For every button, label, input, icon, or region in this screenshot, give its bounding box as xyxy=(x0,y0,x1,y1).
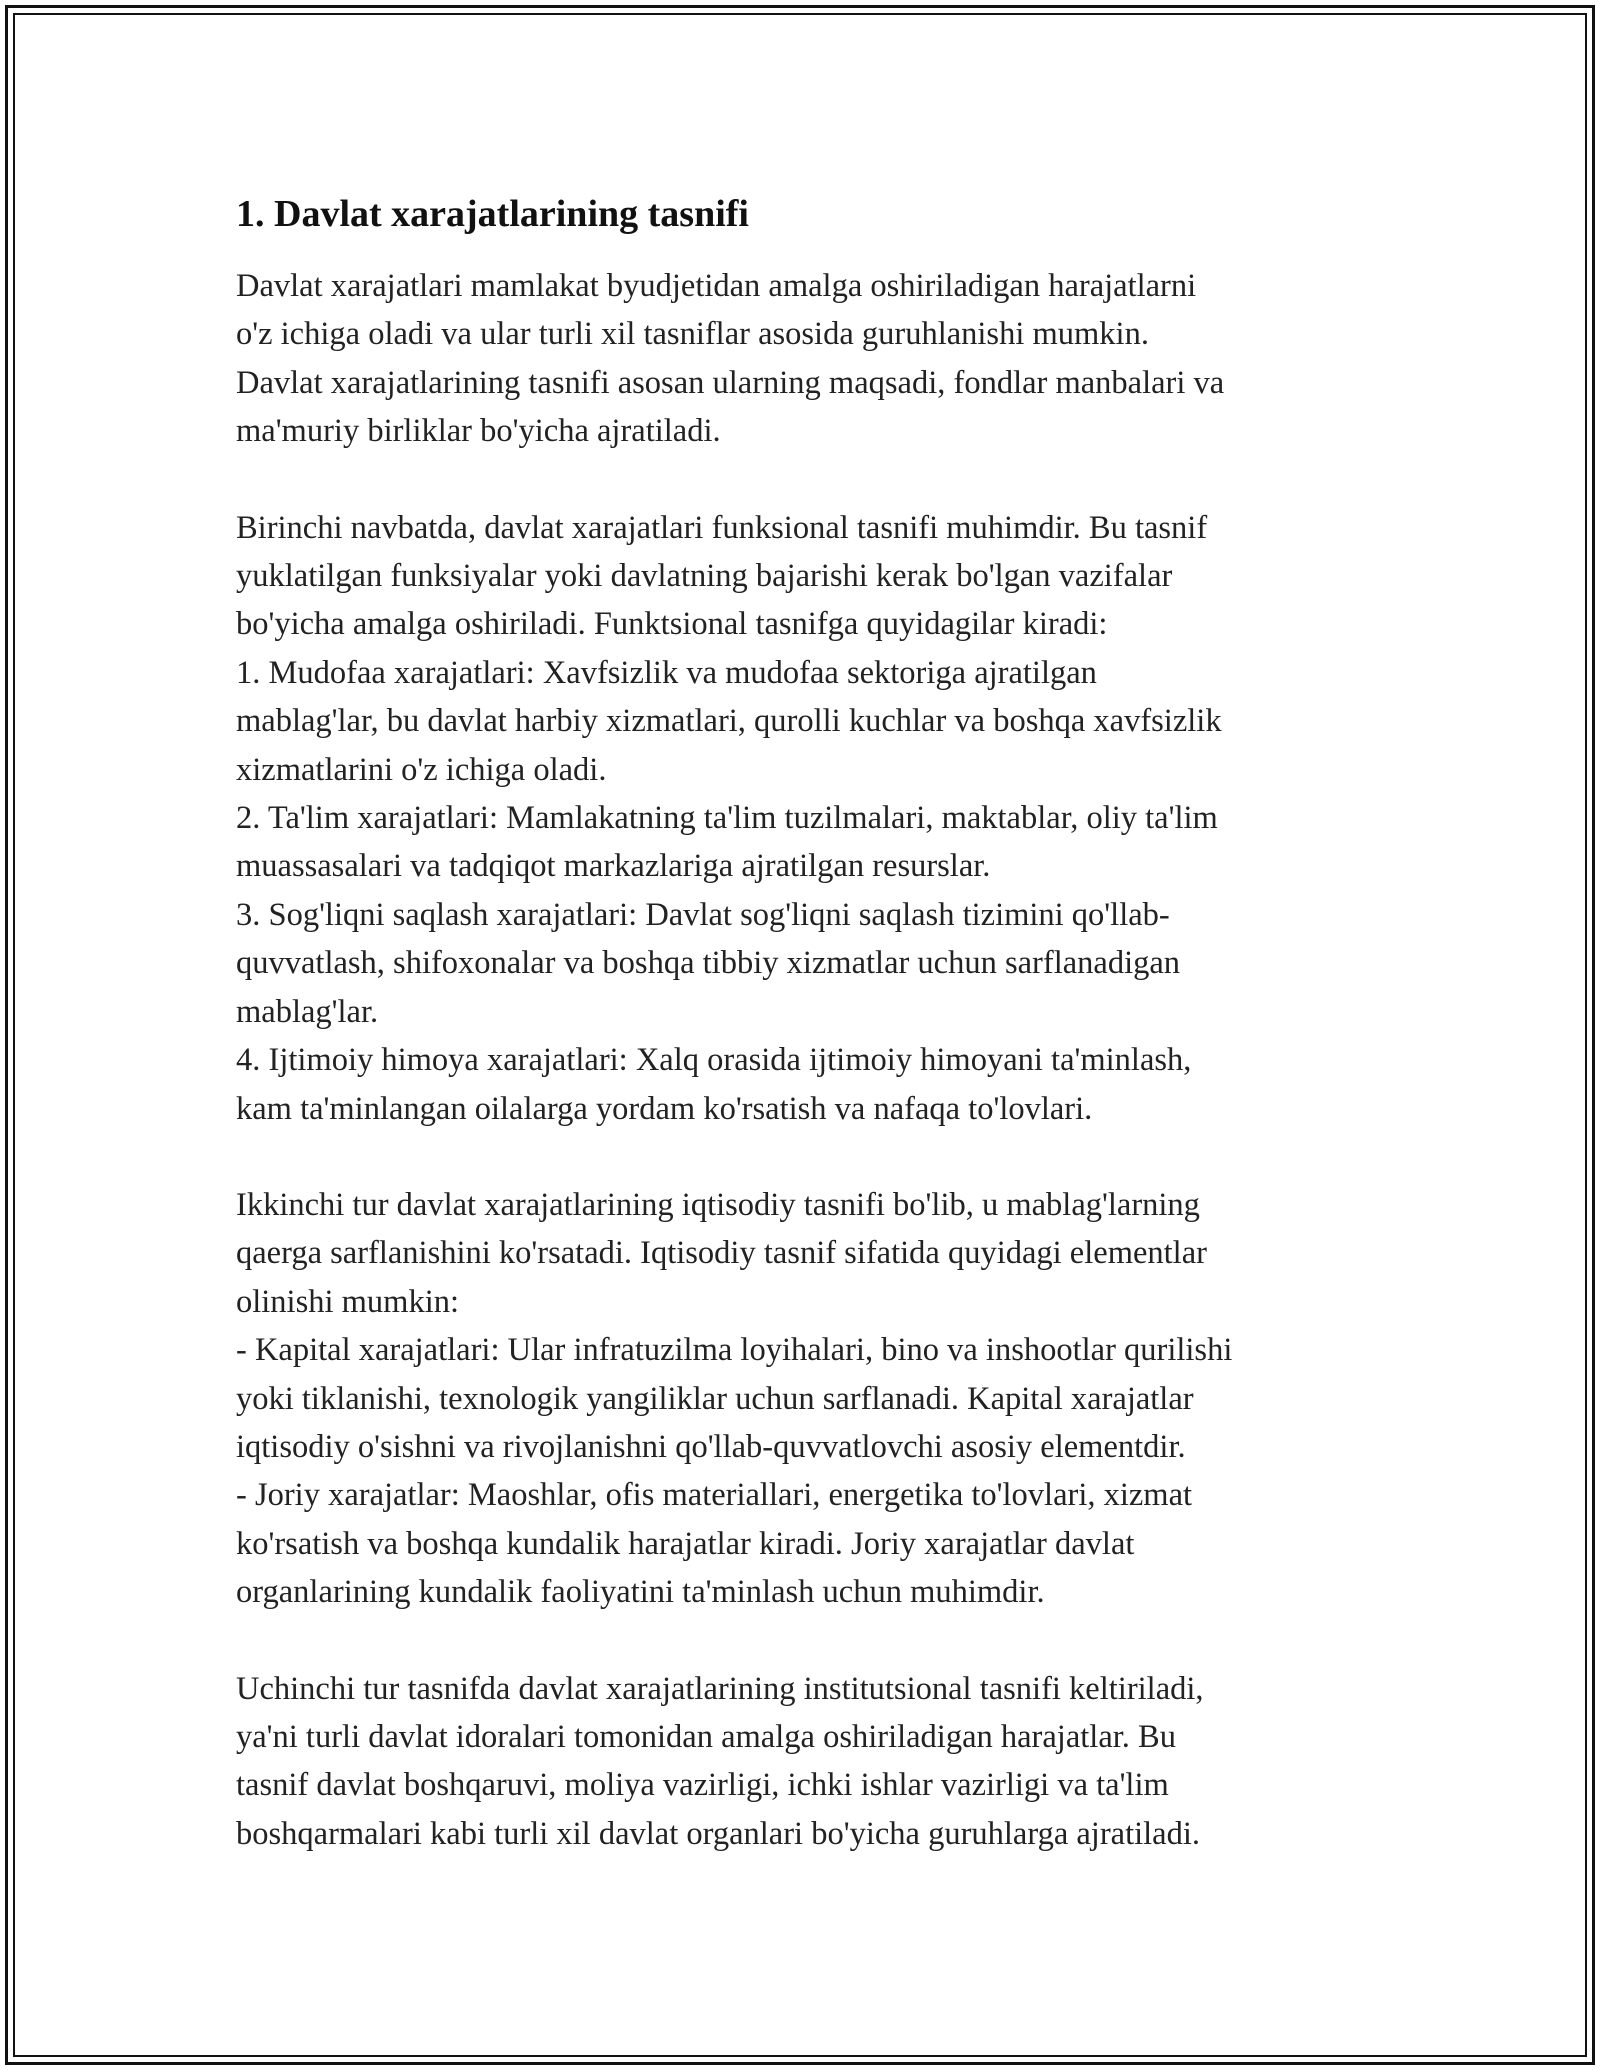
text-line: iqtisodiy o'sishni va rivojlanishni qo'llab-quvvatlovchi asosiy elementdir. xyxy=(236,1428,1186,1465)
text-line: kam ta'minlangan oilalarga yordam ko'rsatish va nafaqa to'lovlari. xyxy=(236,1090,1093,1127)
text-line: quvvatlash, shifoxonalar va boshqa tibbiy xizmatlar uchun sarflanadigan xyxy=(236,945,1181,982)
text-line: 1. Mudofaa xarajatlari: Xavfsizlik va mudofaa sektoriga ajratilgan xyxy=(236,654,1097,691)
text-line: muassasalari va tadqiqot markazlariga ajratilgan resurslar. xyxy=(236,848,991,885)
text-line: ma'muriy birliklar bo'yicha ajratiladi. xyxy=(236,413,721,450)
text-line: Davlat xarajatlari mamlakat byudjetidan amalga oshiriladigan harajatlarni xyxy=(236,268,1197,304)
section-heading: 1. Davlat xarajatlarining tasnifi xyxy=(236,193,749,235)
text-line: o'z ichiga oladi va ular turli xil tasniflar asosida guruhlanishi mumkin. xyxy=(236,316,1149,353)
text-line: 2. Ta'lim xarajatlari: Mamlakatning ta'lim tuzilmalari, maktablar, oliy ta'lim xyxy=(236,800,1218,837)
text-line: mablag'lar. xyxy=(236,993,379,1030)
text-line: tasnif davlat boshqaruvi, moliya vazirligi, ichki ishlar vazirligi va ta'lim xyxy=(236,1767,1169,1804)
text-line: 3. Sog'liqni saqlash xarajatlari: Davlat sog'liqni saqlash tizimini qo'llab- xyxy=(236,896,1170,933)
text-line: boshqarmalari kabi turli xil davlat organlari bo'yicha guruhlarga ajratiladi. xyxy=(236,1815,1201,1852)
text-line: Birinchi navbatda, davlat xarajatlari funksional tasnifi muhimdir. Bu tasnif xyxy=(236,509,1208,546)
text-line: yuklatilgan funksiyalar yoki davlatning bajarishi kerak bo'lgan vazifalar xyxy=(236,558,1173,595)
text-line: olinishi mumkin: xyxy=(236,1283,460,1320)
text-line: bo'yicha amalga oshiriladi. Funktsional tasnifga quyidagilar kiradi: xyxy=(236,606,1108,643)
text-line: mablag'lar, bu davlat harbiy xizmatlari, qurolli kuchlar va boshqa xavfsizlik xyxy=(236,703,1222,740)
text-line: organlarining kundalik faoliyatini ta'minlash uchun muhimdir. xyxy=(236,1574,1045,1611)
paragraph-3 xyxy=(236,1181,1376,1617)
text-line: Uchinchi tur tasnifda davlat xarajatlarining institutsional tasnifi keltiriladi, xyxy=(236,1670,1204,1707)
paragraph-4 xyxy=(236,1665,1376,1859)
paragraph-list xyxy=(236,262,1376,1858)
text-line: qaerga sarflanishini ko'rsatadi. Iqtisodiy tasnif sifatida quyidagi elementlar xyxy=(236,1235,1207,1272)
text-line: - Kapital xarajatlari: Ular infratuzilma loyihalari, bino va inshootlar qurilishi xyxy=(236,1332,1233,1369)
text-line: Ikkinchi tur davlat xarajatlarining iqtisodiy tasnifi bo'lib, u mablag'larning xyxy=(236,1186,1200,1223)
text-line: ya'ni turli davlat idoralari tomonidan amalga oshiriladigan harajatlar. Bu xyxy=(236,1718,1176,1755)
text-line: ko'rsatish va boshqa kundalik harajatlar kiradi. Joriy xarajatlar davlat xyxy=(236,1525,1135,1562)
text-line: xizmatlarini o'z ichiga oladi. xyxy=(236,751,607,788)
text-line: - Joriy xarajatlar: Maoshlar, ofis materiallari, energetika to'lovlari, xizmat xyxy=(236,1477,1193,1514)
document-content xyxy=(236,186,1376,1858)
text-line: 4. Ijtimoiy himoya xarajatlari: Xalq orasida ijtimoiy himoyani ta'minlash, xyxy=(236,1042,1192,1079)
text-line: Davlat xarajatlarining tasnifi asosan ularning maqsadi, fondlar manbalari va xyxy=(236,364,1225,401)
paragraph-2 xyxy=(236,504,1376,1133)
text-line: yoki tiklanishi, texnologik yangiliklar uchun sarflanadi. Kapital xarajatlar xyxy=(236,1380,1194,1417)
paragraph-1 xyxy=(236,262,1376,456)
